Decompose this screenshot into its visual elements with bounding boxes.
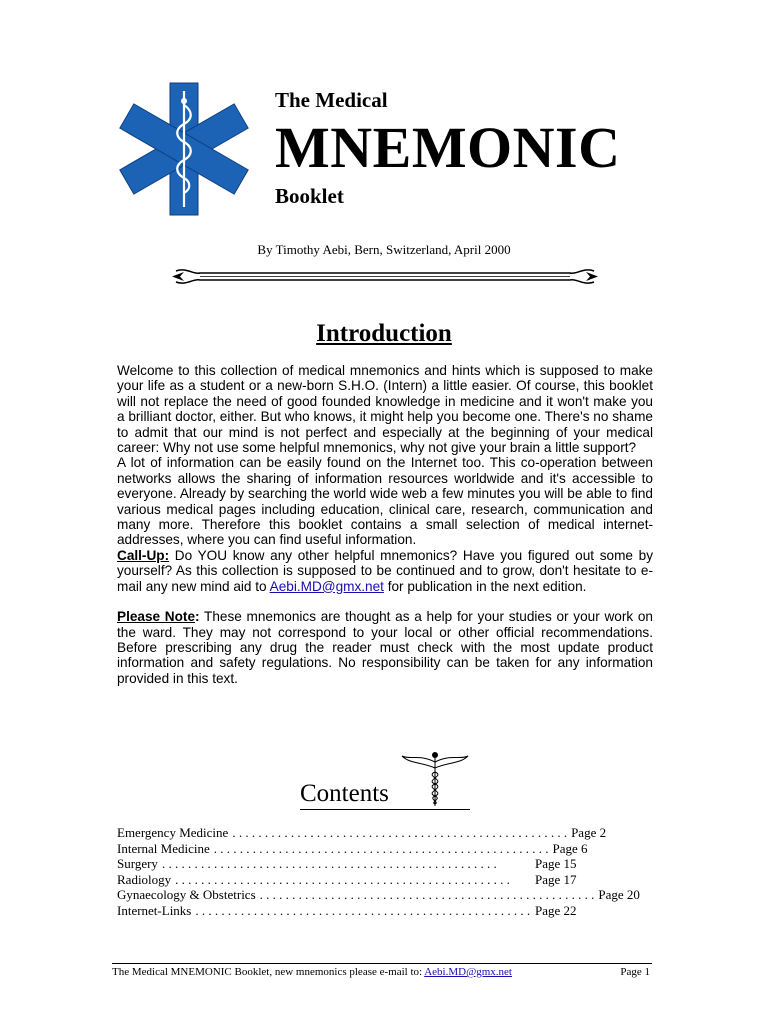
- intro-paragraph-2: A lot of information can be easily found on the Internet too. This co-operation between networks allows the sharing of information resources worldwide and it's accessible to everyone. Already by searching the world wide web a few minutes you will be able to find various medical pages including education, clinical care, research, communication and many more. Therefore this booklet contains a small selection of medical internet-addresses, where you can find useful information.: [117, 455, 653, 548]
- footer-page-number: Page 1: [620, 966, 650, 978]
- byline: By Timothy Aebi, Bern, Switzerland, April 2000: [257, 242, 511, 257]
- star-of-life-icon: [106, 82, 262, 216]
- toc-title: Surgery: [117, 856, 158, 872]
- toc-title: Internal Medicine: [117, 840, 210, 856]
- toc-dots: . . . . . . . . . . . . . . . . . . . . . . . . . . . . . . . . . . . . . . . . . . . . . . . . . . . .: [195, 902, 531, 918]
- toc-title: Radiology: [117, 871, 172, 887]
- footer-text: The Medical MNEMONIC Booklet, new mnemonics please e-mail to:: [112, 966, 425, 978]
- page-footer: [112, 966, 652, 978]
- contents-heading: Contents: [300, 780, 389, 807]
- contents-underline: [300, 809, 470, 810]
- toc-title: Internet-Links: [117, 902, 192, 918]
- toc-page: Page 2: [571, 825, 607, 840]
- toc-page: Page 17: [535, 871, 577, 887]
- title-big: MNEMONIC: [275, 115, 621, 180]
- toc-row[interactable]: [117, 856, 597, 872]
- toc-dots: . . . . . . . . . . . . . . . . . . . . . . . . . . . . . . . . . . . . . . . . . . . . . . . . . . . .: [232, 825, 568, 840]
- toc-dots: . . . . . . . . . . . . . . . . . . . . . . . . . . . . . . . . . . . . . . . . . . . . . . . . . . . .: [213, 840, 549, 856]
- toc-dots: . . . . . . . . . . . . . . . . . . . . . . . . . . . . . . . . . . . . . . . . . . . . . . . . . . . .: [175, 871, 510, 887]
- title-booklet: Booklet: [275, 184, 344, 208]
- callup-text-after: for publication in the next edition.: [383, 578, 587, 594]
- footer-email-link[interactable]: Aebi.MD@gmx.net: [424, 966, 512, 978]
- ornamental-divider: [170, 266, 600, 288]
- toc-title: Gynaecology & Obstetrics: [117, 887, 256, 903]
- toc-row[interactable]: [117, 825, 607, 841]
- title-small: The Medical: [275, 88, 388, 112]
- toc-row[interactable]: [117, 841, 597, 857]
- toc-row[interactable]: [117, 872, 597, 888]
- note-colon: :: [195, 609, 200, 625]
- toc-page: Page 15: [535, 856, 577, 872]
- toc-page: Page 6: [552, 840, 588, 856]
- toc-row[interactable]: [117, 887, 640, 903]
- footer-divider: [112, 963, 652, 964]
- note-paragraph: [117, 609, 653, 686]
- toc-row[interactable]: [117, 903, 597, 919]
- toc-dots: . . . . . . . . . . . . . . . . . . . . . . . . . . . . . . . . . . . . . . . . . . . . . . . . . . . .: [259, 887, 595, 903]
- introduction-body: [117, 363, 653, 686]
- note-label: Please Note: [117, 609, 196, 625]
- introduction-heading: Introduction: [316, 320, 452, 347]
- callup-paragraph: [117, 548, 653, 594]
- toc-page: Page 20: [598, 887, 640, 903]
- toc-page: Page 22: [535, 902, 577, 918]
- toc-dots: . . . . . . . . . . . . . . . . . . . . . . . . . . . . . . . . . . . . . . . . . . . . . . . . . . . .: [161, 856, 497, 872]
- intro-paragraph-1: Welcome to this collection of medical mnemonics and hints which is supposed to make your life as a student or a new-born S.H.O. (Intern) a little easier. Of course, this booklet will not replace the need of good founded knowledge in medicine and it won't make you a brilliant doctor, either. But who knows, it might help you become one. There's no shame to admit that our mind is not perfect and especially at the beginning of your medical career: Why not use some helpful mnemonics, why not give your brain a little support?: [117, 363, 653, 456]
- email-link[interactable]: Aebi.MD@gmx.net: [269, 578, 384, 594]
- toc-title: Emergency Medicine: [117, 825, 229, 840]
- note-text: These mnemonics are thought as a help for your studies or your work on the ward. They may not correspond to your local or other official recommendations. Before prescribing any drug the reader must check with the most update product information and safety regulations. No responsibility can be taken for any information provided in this text.: [117, 609, 653, 686]
- caduceus-icon: [400, 750, 470, 808]
- callup-label: Call-Up:: [117, 547, 170, 563]
- callup-text-before: Do YOU know any other helpful mnemonics? Have you figured out some by yourself? As this collection is supposed to be continued and to grow, don't hesitate to e-mail any new mind aid to: [117, 547, 653, 594]
- table-of-contents: [117, 825, 640, 919]
